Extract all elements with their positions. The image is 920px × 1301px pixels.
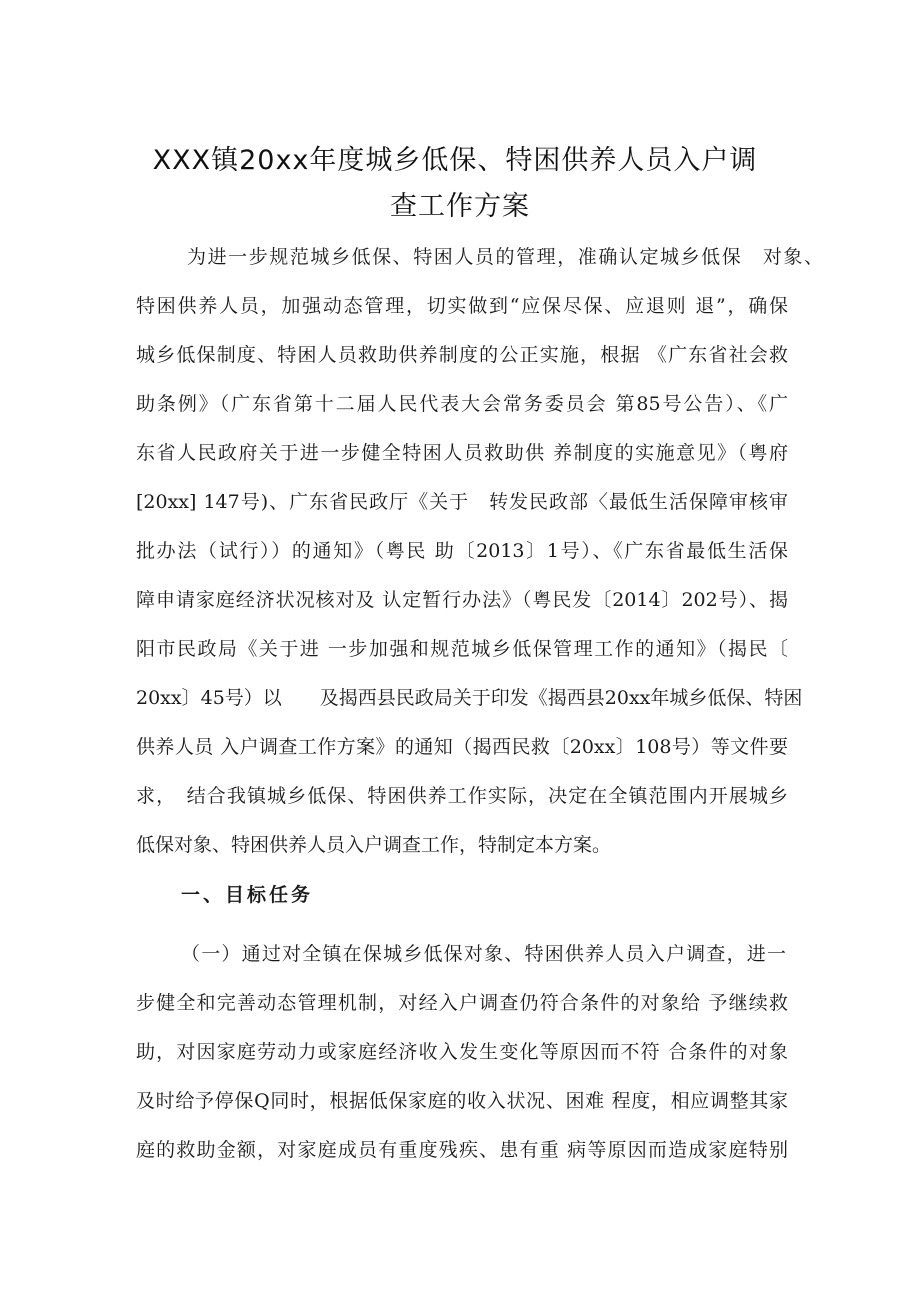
document-title-line-2: 查工作方案 [390,191,530,222]
section1-line: 助，对因家庭劳动力或家庭经济收入发生变化等原因而不符 合条件的对象 [136,1041,788,1063]
intro-line: 20xx〕45号）以 及揭西县民政局关于印发《揭西县20xx年城乡低保、特困 [136,687,803,709]
section-heading-goals: 一、目标任务 [181,884,314,906]
intro-line: 东省人民政府关于进一步健全特困人员救助供 养制度的实施意见》（粤府 [136,442,788,464]
intro-line: 障申请家庭经济状况核对及 认定暂行办法》（粤民发〔2014〕202号）、揭 [136,589,788,611]
intro-line: 求， 结合我镇城乡低保、特困供养工作实际，决定在全镇范围内开展城乡 [136,785,788,807]
section1-line: （一）通过对全镇在保城乡低保对象、特困供养人员入户调查，进一 [181,943,786,965]
intro-line: 低保对象、特困供养人员入户调查工作，特制定本方案。 [136,834,612,856]
section1-line: 庭的救助金额，对家庭成员有重度残疾、患有重 病等原因而造成家庭特别 [136,1139,788,1161]
intro-line: 批办法（试行））的通知》（粤民 助〔2013〕1号）、《广东省最低生活保 [136,540,788,562]
intro-line: 城乡低保制度、特困人员救助供养制度的公正实施，根据 《广东省社会救 [136,344,788,366]
intro-line: 供养人员 入户调查工作方案》的通知（揭西民救〔20xx〕108号）等文件要 [136,736,788,758]
intro-line: 特困供养人员，加强动态管理，切实做到“应保尽保、应退则 退”，确保 [136,295,788,317]
document-title-line-1: XXX镇20xx年度城乡低保、特困供养人员入户调 [152,145,758,176]
intro-line: 助条例》（广东省第十二届人民代表大会常务委员会 第85号公告）、《广 [136,393,788,415]
intro-line: 阳市民政局《关于进 一步加强和规范城乡低保管理工作的通知》（揭民〔 [136,638,788,660]
section1-line: 及时给予停保Q同时，根据低保家庭的收入状况、困难 程度，相应调整其家 [136,1090,788,1112]
section1-line: 步健全和完善动态管理机制，对经入户调查仍符合条件的对象给 予继续救 [136,992,788,1014]
intro-line: [20xx] 147号)、广东省民政厅《关于 转发民政部〈最低生活保障审核审 [136,491,788,513]
intro-line: 为进一步规范城乡低保、特困人员的管理，准确认定城乡低保 对象、 [187,246,823,268]
